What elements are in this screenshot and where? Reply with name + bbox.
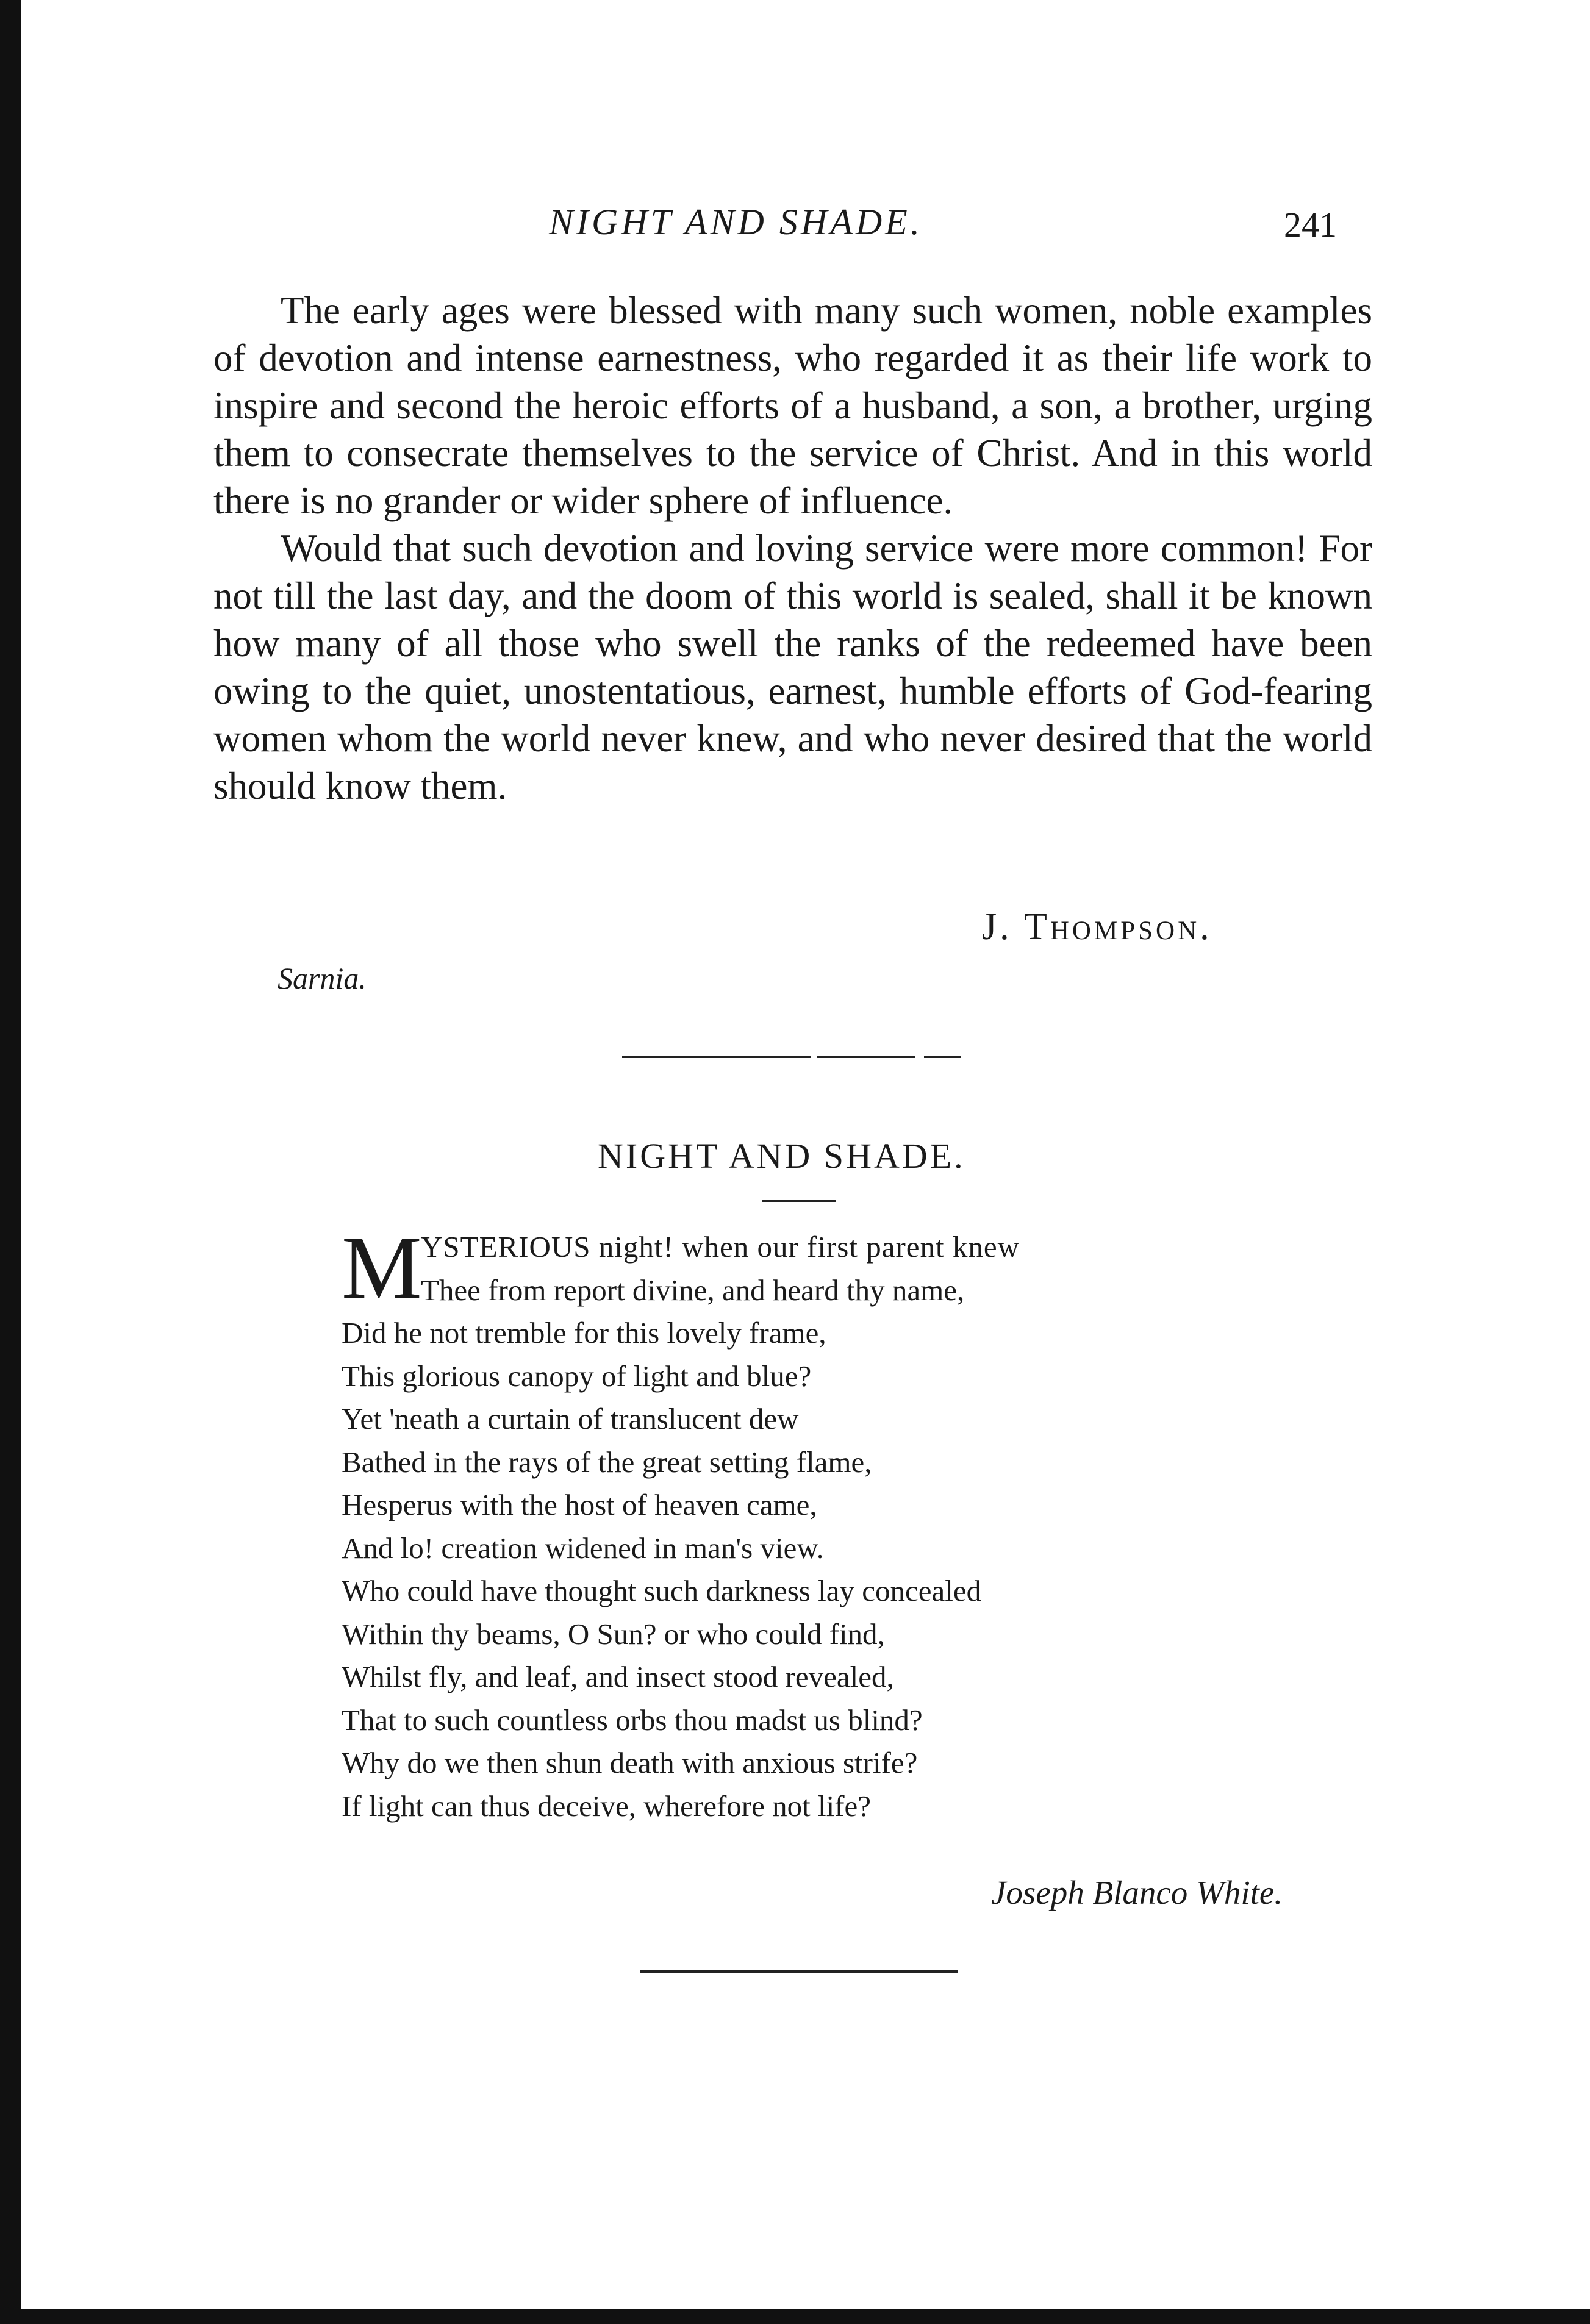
poem-line: Within thy beams, O Sun? or who could find,: [342, 1617, 885, 1651]
poem-line: Did he not tremble for this lovely frame,: [342, 1316, 826, 1350]
poem-line: If light can thus deceive, wherefore not life?: [342, 1789, 872, 1823]
poem-line: Bathed in the rays of the great setting flame,: [342, 1445, 872, 1479]
drop-cap: M: [342, 1218, 422, 1318]
poem-line: YSTERIOUS night! when our first parent knew: [421, 1230, 1020, 1264]
poem-line: Who could have thought such darkness lay concealed: [342, 1574, 982, 1607]
sonnet: [342, 1226, 1214, 1828]
poem-line: Why do we then shun death with anxious strife?: [342, 1746, 918, 1779]
running-title: NIGHT AND SHADE.: [549, 202, 923, 242]
section-divider: [622, 1056, 811, 1058]
section-divider: [924, 1056, 961, 1058]
poem-line: Thee from report divine, and heard thy name,: [421, 1273, 965, 1307]
poem-title: NIGHT AND SHADE.: [598, 1136, 965, 1176]
poem-line: That to such countless orbs thou madst us blind?: [342, 1703, 923, 1737]
poem-line: Hesperus with the host of heaven came,: [342, 1488, 817, 1521]
poem-author: Joseph Blanco White.: [991, 1874, 1283, 1911]
paragraph: Would that such devotion and loving service were more common! For not till the last day, and the doom of this world is sealed, shall it be known how many of all those who swell the ranks of the redeemed have been owing to the quiet, unostentatious, earnest, humble efforts of God-fearing women whom the world never knew, and who never desired that the world should know them.: [213, 527, 1372, 807]
page-number: 241: [1284, 205, 1337, 245]
essay-author-signature: J. Thompson.: [982, 906, 1212, 948]
end-rule: [640, 1970, 958, 1973]
poem-line: Yet 'neath a curtain of translucent dew: [342, 1402, 799, 1436]
poem-line: Whilst fly, and leaf, and insect stood revealed,: [342, 1660, 894, 1693]
section-divider: [817, 1056, 915, 1058]
poem-line: This glorious canopy of light and blue?: [342, 1359, 812, 1393]
paragraph: The early ages were blessed with many such women, noble examples of devotion and intense earnestness, who regarded it as their life work to inspire and second the heroic efforts of a husband, a son, a brother, urging them to consecrate themselves to the service of Christ. And in this world there is no grander or wider sphere of influence.: [213, 289, 1372, 522]
title-underline: [762, 1200, 836, 1202]
essay-place: Sarnia.: [278, 961, 367, 995]
essay-conclusion: [213, 287, 1372, 810]
poem-line: And lo! creation widened in man's view.: [342, 1531, 824, 1565]
